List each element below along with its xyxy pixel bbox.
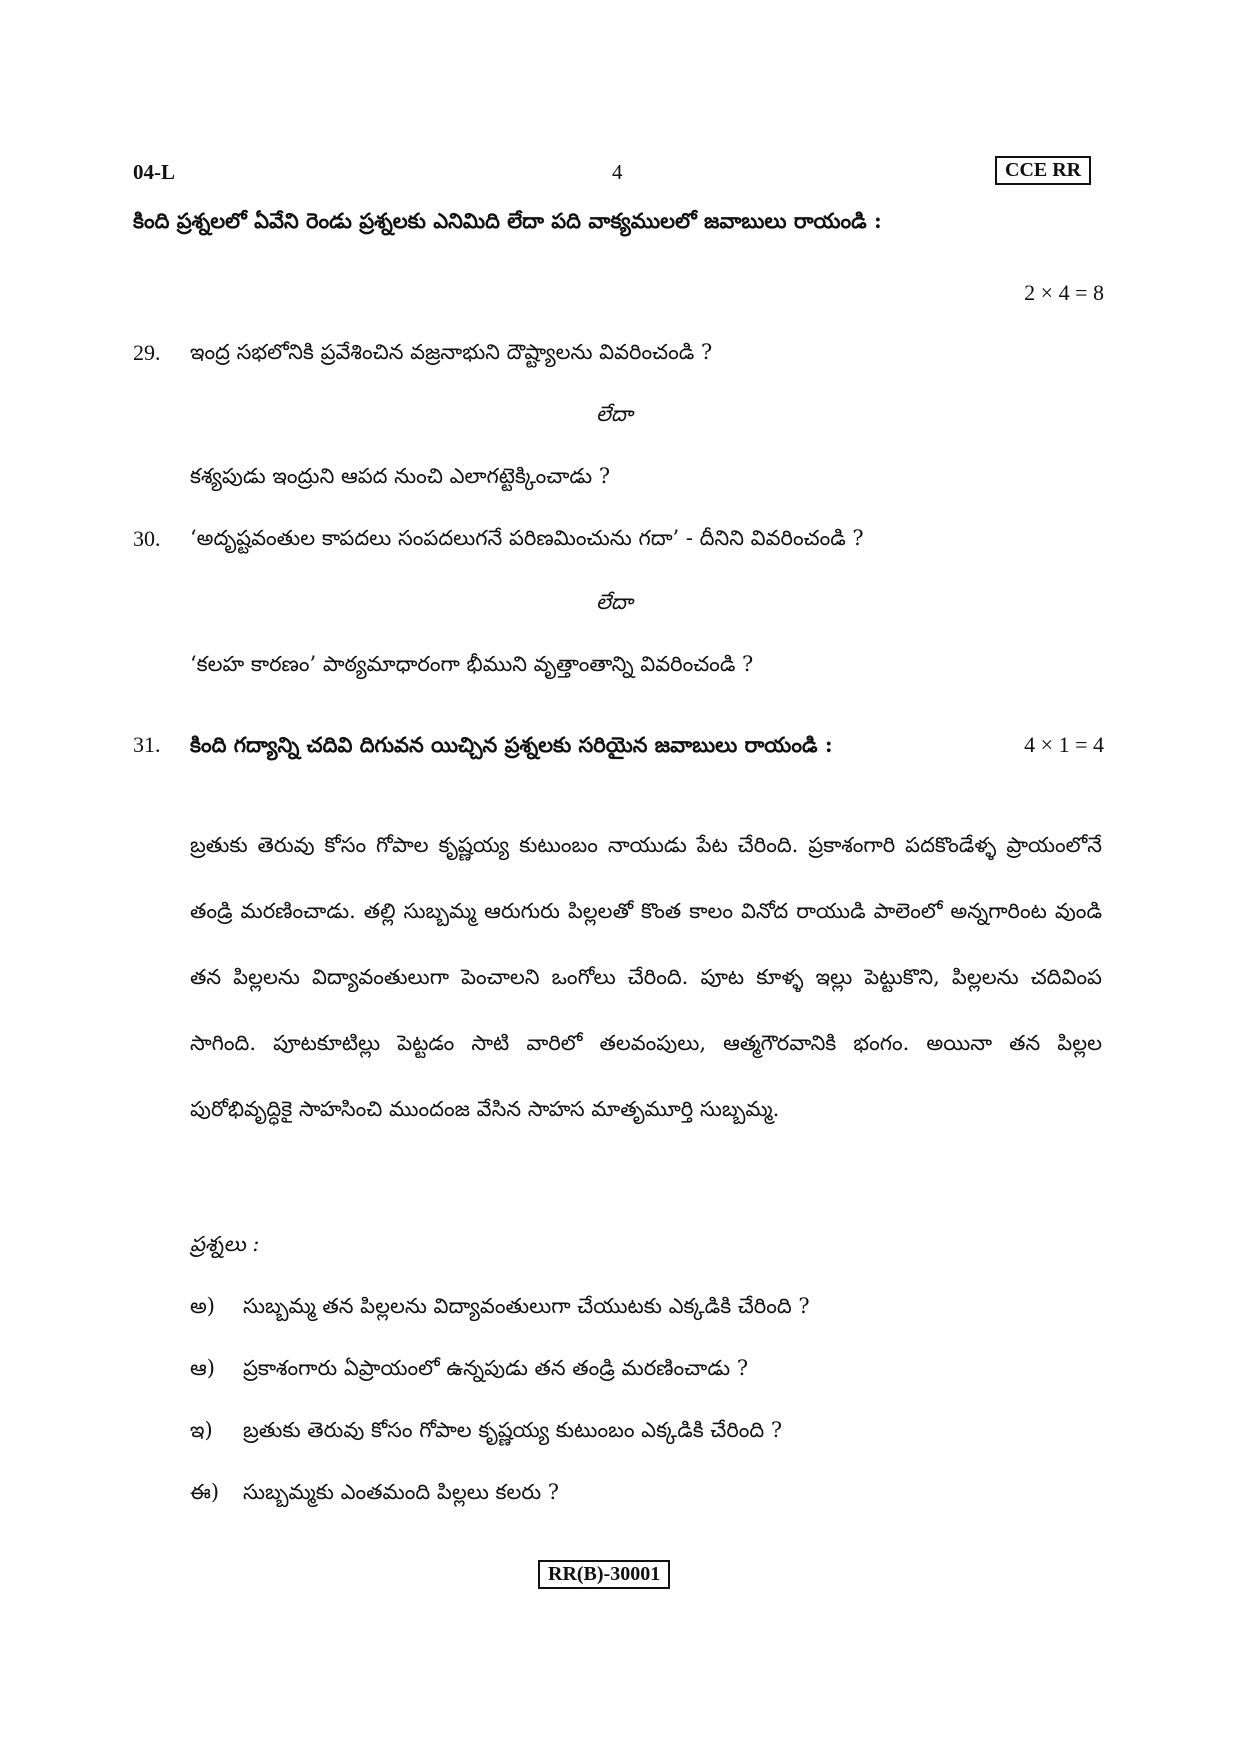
subquestion-text: బ్రతుకు తెరువు కోసం గోపాల కృష్ణయ్య కుటుంబం ఎక్కడికి చేరింది ? — [243, 1418, 783, 1442]
subquestion-text: ప్రకాశంగారు ఏప్రాయంలో ఉన్నపుడు తన తండ్రి మరణించాడు ? — [243, 1356, 749, 1380]
question-marks: 4 × 1 = 4 — [1024, 732, 1104, 757]
paper-code: 04-L — [133, 160, 175, 184]
subquestion-text: సుబ్బమ్మ తన పిల్లలను విద్యావంతులుగా చేయుటకు ఎక్కడికి చేరింది ? — [243, 1294, 810, 1318]
subquestion-label: ఈ) — [190, 1480, 220, 1504]
subquestion-label: అ) — [190, 1294, 215, 1318]
alt-question-text: కశ్యపుడు ఇంద్రుని ఆపద నుంచి ఎలాగట్టెక్కించాడు ? — [190, 464, 611, 488]
or-label: లేదా — [596, 590, 633, 614]
question-text: ఇంద్ర సభలోనికి ప్రవేశించిన వజ్రనాభుని దౌష్ట్యాలను వివరించండి ? — [190, 340, 713, 364]
series-badge: CCE RR — [995, 156, 1091, 185]
or-label: లేదా — [596, 402, 633, 426]
subquestion-label: ఆ) — [190, 1356, 215, 1380]
alt-question-text: ‘కలహ కారణం’ పాఠ్యమాధారంగా భీముని వృత్తాంతాన్ని వివరించండి ? — [190, 652, 754, 676]
question-text: కింది గద్యాన్ని చదివి దిగువన యిచ్చిన ప్రశ్నలకు సరియైన జవాబులు రాయండి : — [190, 732, 833, 757]
page-number: 4 — [612, 160, 623, 184]
question-text: ‘అదృష్టవంతుల కాపదలు సంపదలుగనే పరిణమించును గదా’ - దీనిని వివరించండి ? — [190, 526, 864, 550]
question-number: 31. — [133, 732, 161, 757]
question-number: 30. — [133, 526, 161, 551]
reading-passage: బ్రతుకు తెరువు కోసం గోపాల కృష్ణయ్య కుటుంబం నాయుడు పేట చేరింది. ప్రకాశంగారి పదకొండేళ్ళ ప్రాయంలోనే తండ్రి మరణించాడు. తల్లి సుబ్బమ్మ ఆరుగురు పిల్లలతో కొంత కాలం వినోద రాయుడి పాలెంలో అన్నగారింట వుండి తన పిల్లలను విద్యావంతులుగా పెంచాలని ఒంగోలు చేరింది. పూట కూళ్ళ ఇల్లు పెట్టుకొని, పిల్లలను చదివింప సాగింది. పూటకూటిల్లు పెట్టడం సాటి వారిలో తలవంపులు, ఆత్మగౌరవానికి భంగం. అయినా తన పిల్లల పురోభివృద్ధికై సాహసించి ముందంజ వేసిన సాహస మాతృమూర్తి సుబ్బమ్మ. — [190, 833, 1102, 1121]
subquestions-label: ప్రశ్నలు : — [190, 1232, 260, 1256]
subquestion-label: ఇ) — [190, 1418, 213, 1442]
section-instruction: కింది ప్రశ్నలలో ఏవేని రెండు ప్రశ్నలకు ఎనిమిది లేదా పది వాక్యములలో జవాబులు రాయండి : — [133, 208, 882, 233]
question-number: 29. — [133, 340, 161, 365]
section-marks: 2 × 4 = 8 — [1024, 280, 1104, 305]
subquestion-text: సుబ్బమ్మకు ఎంతమంది పిల్లలు కలరు ? — [243, 1480, 560, 1504]
footer-code-badge: RR(B)-30001 — [538, 1560, 670, 1589]
